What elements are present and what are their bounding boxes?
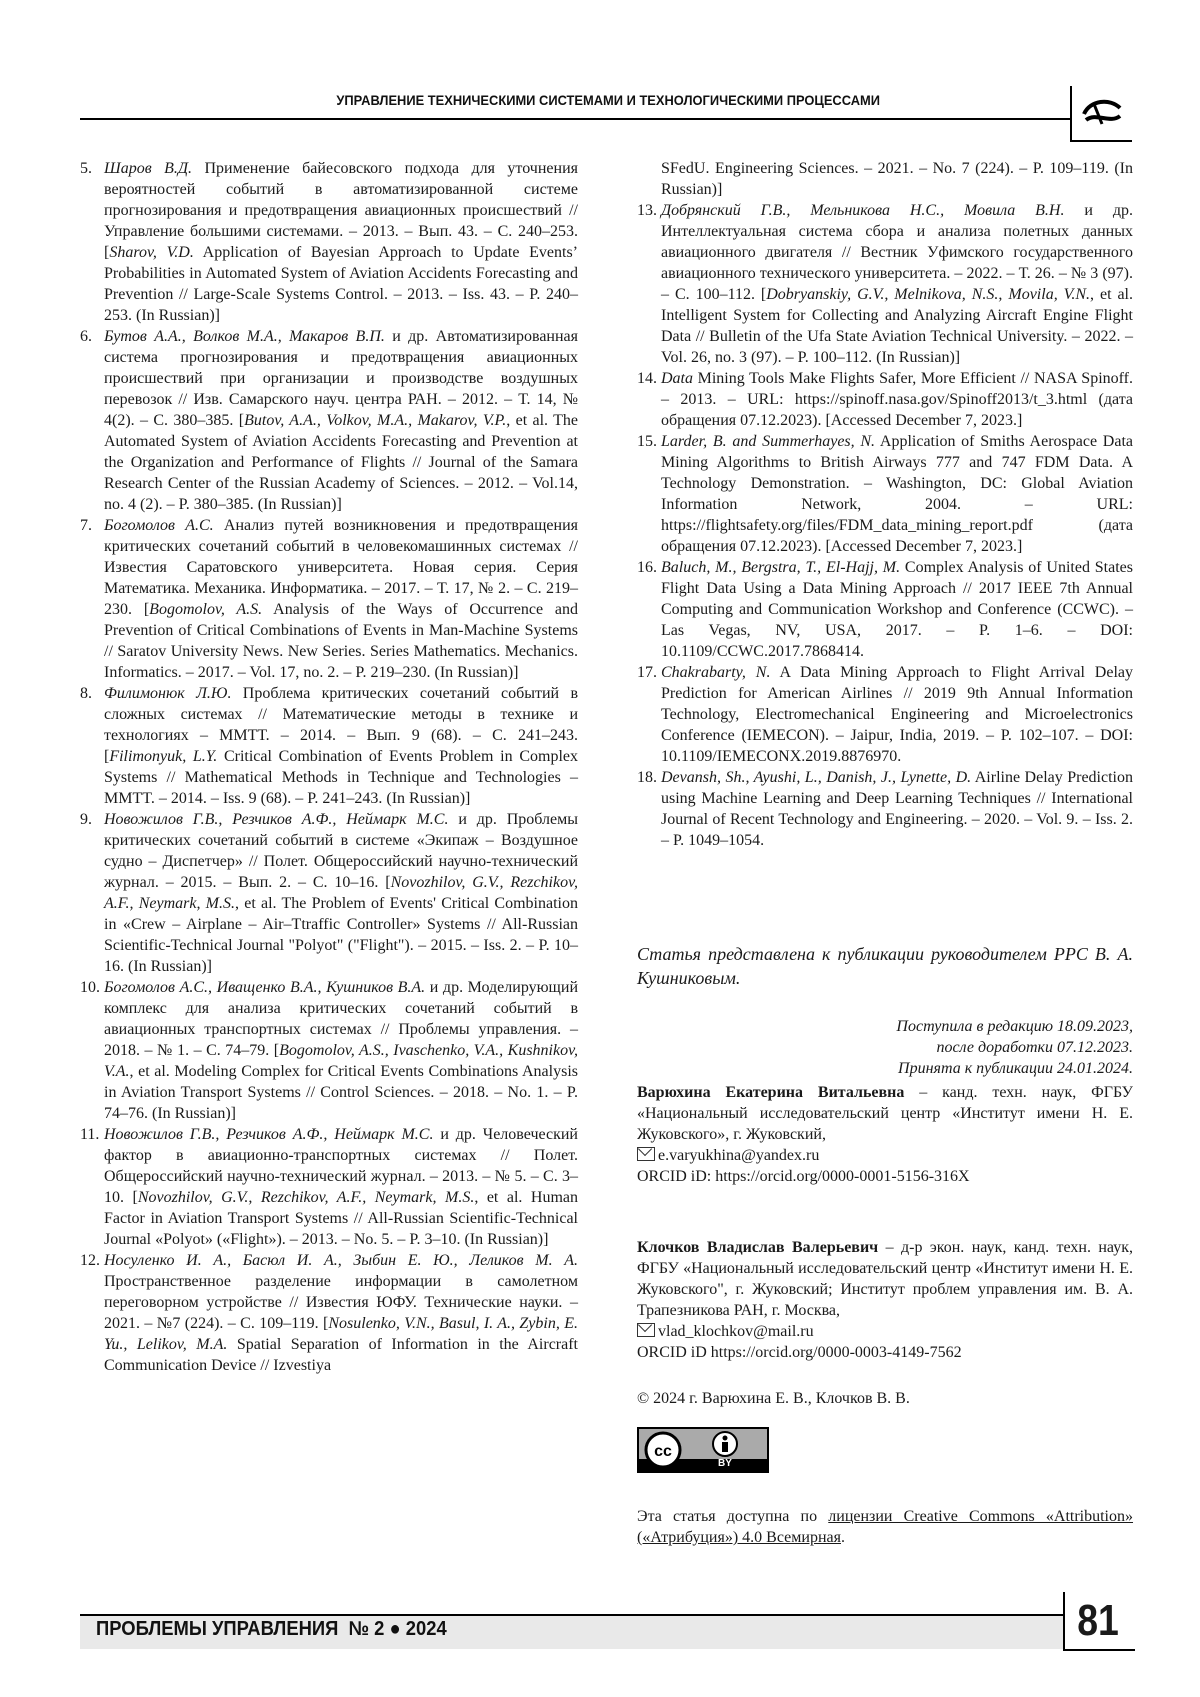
author-email[interactable]: e.varyukhina@yandex.ru [658,1147,820,1164]
reference-details: , et al. Human Factor in Aviation Transport Systems // All-Russian Scientific-Technical Journal «Polyot» («Flight»). – 2013. – No. 5. – P. 3–10. (In Russian)] [104,1189,579,1248]
license-statement [637,1506,1133,1548]
reference-authors: Chakrabarty, N. [661,664,771,681]
reference-text [661,662,1133,767]
reference-item [80,1124,578,1250]
reference-authors: Бутов А.А., Волков М.А., Макаров В.П. [104,328,385,345]
reference-details: Mining Tools Make Flights Safer, More Efficient // NASA Spinoff. – 2013. – URL: https://spinoff.nasa.gov/Spinoff2013/t_3.html (дата обращения 07.12.2023). [Accessed December 7, 2023.] [661,370,1133,429]
copyright-notice: © 2024 г. Варюхина Е. В., Клочков В. В. [637,1390,910,1407]
header-rule [80,118,1070,120]
reference-item [637,662,1133,767]
reference-item [637,767,1133,851]
references-left-column [80,158,578,1376]
reference-details: , et al. The Problem of Events' Critical Combination in «Crew – Airplane – Air–Ttraffic Controller» Systems // All-Russian Scientific-Technical Journal "Polyot" ("Flight"). – 2015. – Iss. 2. – P. 10–16. (In Russian)] [104,895,578,975]
license-suffix: . [840,1529,845,1546]
reference-details: и др. Человеческий фактор в авиационно-транспортных системах // Полет. Общероссийский научно-технический журнал. – 2013. – № 5. – С. 3–10. [ [104,1126,578,1206]
reference-item [637,200,1133,368]
reference-details: Complex Analysis of United States Flight Data Using a Data Mining Approach // 2017 IEEE 7th Annual Computing and Communication Workshop and Conference (CCWC). – Las Vegas, NV, USA, 2017. – P. 1–6. – DOI: 10.1109/CCWC.2017.7868414. [661,559,1134,660]
reference-authors: Богомолов А.С., Иващенко В.А., Кушников В.А. [104,979,426,996]
reference-details: и др. Моделирующий комплекс для анализа критических сочетаний событий в авиационных транспортных системах // Проблемы управления. – 2018. – № 1. – С. 74–79. [ [104,979,578,1059]
reference-text [104,515,578,683]
reference-details: Анализ путей возникновения и предотвращения критических сочетаний событий в человекомашинных системах // Известия Саратовского университета. Новая серия. Серия Математика. Механика. Информатика. – 2017. – Т. 17, № 2. – С. 219–230. [ [104,517,578,618]
reference-item [80,977,578,1124]
reference-details: , et al. The Automated System of Aviation Accidents Forecasting and Prevention at the Organization and Performance of Flights // Journal of the Samara Research Center of the Russian Academy of Sciences. – 2012. – Vol.14, no. 4 (2). – P. 380–385. (In Russian)] [104,412,579,513]
revised-date: после доработки 07.12.2023. [936,1039,1133,1056]
reference-details: Spatial Separation of Information in the Aircraft Communication Device // Izvestiya [104,1336,578,1374]
reference-authors: Butov, A.A., Volkov, M.A., Makarov, V.P. [244,412,507,429]
reference-number: 11. [80,1126,100,1143]
reference-authors: Богомолов А.С. [104,517,214,534]
reference-number: 13. [637,202,657,219]
reference-details: и др. Проблемы критических сочетаний событий в системе «Экипаж – Воздушное судно – Диспетчер» // Полет. Общероссийский научно-технический журнал. – 2015. – Вып. 2. – С. 10–16. [ [104,811,579,891]
author-name: Варюхина Екатерина Витальевна [637,1084,905,1101]
reference-details: , et al. Intelligent System for Collecting and Analyzing Aircraft Engine Flight Data // Bulletin of the Ufa State Aviation Technical University. – 2022. – Vol. 26, no. 3 (97). – P. 100–112. (In Russian)] [661,286,1133,366]
reference-text [661,431,1133,557]
reference-authors: Филимонюк Л.Ю. [104,685,232,702]
cc-badge-graphic [639,1429,767,1471]
reference-details: Проблема критических сочетаний событий в сложных системах // Математические методы в технике и технологиях – ММТТ. – 2014. – Вып. 9 (68). – С. 241–243. [ [104,685,578,765]
reference-authors: Новожилов Г.В., Резчиков А.Ф., Неймарк М.С. [104,811,449,828]
reference-authors: Sharov, V.D. [109,244,194,261]
references-right-column [637,158,1133,851]
reference-authors: Новожилов Г.В., Резчиков А.Ф., Неймарк М.С. [104,1126,434,1143]
reference-details: и др. Интеллектуальная система сбора и анализа полетных данных авиационного двигателя // Вестник Уфимского государственного авиационного технического университета. – 2022. – Т. 26. – № 3 (97). – С. 100–112. [ [661,202,1134,303]
submission-dates [637,1016,1133,1079]
author-name: Клочков Владислав Валерьевич [637,1239,879,1256]
reference-number: 5. [80,160,92,177]
reference-authors: Bogomolov, A.S., Ivaschenko, V.A., Kushnikov, V.A. [104,1042,579,1080]
reference-number: 14. [637,370,657,387]
envelope-icon [637,1147,655,1161]
reference-authors: Добрянский Г.В., Мельникова Н.С., Мовила В.Н. [661,202,1065,219]
reference-authors: Bogomolov, A.S. [149,601,263,618]
envelope-icon [637,1323,655,1337]
reference-details: Application of Smiths Aerospace Data Mining Algorithms to British Airways 777 and 747 FDM Data. A Technology Demonstration. – Washington, DC: Global Aviation Information Network, 2004. – URL: https://flightsafety.org/files/FDM_data_mining_report.pdf (дата обращения 07.12.2023). [Accessed December 7, 2023.] [661,433,1133,555]
reference-number: 16. [637,559,657,576]
reference-item [80,809,578,977]
reference-item [80,158,578,326]
footer-journal-title: ПРОБЛЕМЫ УПРАВЛЕНИЯ № 2 ● 2024 [96,1618,447,1640]
journal-logo-icon [1080,94,1124,132]
reference-details: Application of Bayesian Approach to Update Events’ Probabilities in Automated System of Aviation Accidents Forecasting and Prevention // Large-Scale Systems Control. – 2013. – Iss. 43. – P. 240–253. (In Russian)] [104,244,578,324]
reference-text [661,557,1133,662]
accepted-date: Принята к публикации 24.01.2024. [898,1060,1133,1077]
reference-authors: Nosulenko, V.N., Basul, I. A., Zybin, E. Yu., Lelikov, M.A. [104,1315,579,1353]
running-header-title: УПРАВЛЕНИЕ ТЕХНИЧЕСКИМИ СИСТЕМАМИ И ТЕХНОЛОГИЧЕСКИМИ ПРОЦЕССАМИ [336,92,880,108]
reference-number: 12. [80,1252,100,1269]
reference-item [80,515,578,683]
reference-details: и др. Автоматизированная система прогнозирования и предотвращения авиационных происшествий при организации и производстве воздушных перевозок // Изв. Самарского науч. центра РАН. – 2012. – Т. 14, № 4(2). – С. 380–385. [ [104,328,579,429]
license-prefix: Эта статья доступна по [637,1508,829,1525]
license-link[interactable]: лицензии Creative Commons «Attribution» («Атрибуция») 4.0 Всемирная [637,1508,1134,1546]
reference-number: 17. [637,664,657,681]
author-info [637,1082,1133,1187]
author-email[interactable]: vlad_klochkov@mail.ru [658,1323,814,1340]
author-info [637,1237,1133,1363]
reference-item [637,431,1133,557]
reference-authors: Novozhilov, G.V., Rezchikov, A.F., Neymark, M.S. [104,874,579,912]
reference-authors: Devansh, Sh., Ayushi, L., Danish, J., Lynette, D. [661,769,972,786]
cc-by-license-icon[interactable] [637,1427,769,1473]
reference-details: , et al. Modeling Complex for Critical Events Combinations Analysis in Aviation Transport Systems // Control Sciences. – 2018. – No. 1. – P. 74–76. (In Russian)] [104,1063,578,1122]
cc-by-label: BY [718,1458,732,1469]
reference-number: 15. [637,433,657,450]
reference-authors: Novozhilov, G.V., Rezchikov, A.F., Neymark, M.S. [137,1189,475,1206]
reference-details: A Data Mining Approach to Flight Arrival Delay Prediction for American Airlines // 2019 9th Annual Information Technology, Electromechanical Engineering and Microelectronics Conference (IEMECON). – Jaipur, India, 2019. – P. 102–107. – DOI: 10.1109/IEMECONX.2019.8876970. [661,664,1134,765]
reference-text [661,368,1133,431]
header-logo-box [1070,86,1132,142]
reference-item [80,326,578,515]
reference-authors: Larder, B. and Summerhayes, N. [661,433,876,450]
author-orcid[interactable]: ORCID iD https://orcid.org/0000-0003-4149-7562 [637,1344,962,1361]
reference-item [637,368,1133,431]
reference-authors: Носуленко И. А., Басюл И. А., Зыбин Е. Ю., Леликов М. А. [104,1252,578,1269]
reference-number: 6. [80,328,92,345]
reference-text [104,1250,578,1376]
reference-text [104,683,578,809]
reference-authors: Baluch, M., Bergstra, T., El-Hajj, M. [661,559,901,576]
reference-number: 10. [80,979,100,996]
reference-item [80,683,578,809]
reference-text [661,767,1133,851]
reference-authors: Data [661,370,693,387]
reference-number: 18. [637,769,657,786]
reference-text [104,977,578,1124]
svg-text:cc: cc [654,1443,672,1460]
reference-details: Пространственное разделение информации в самолетном переговорном устройстве // Известия ЮФУ. Технические науки. – 2021. – №7 (224). – С. 109–119. [ [104,1273,578,1332]
page-number: 81 [1077,1596,1119,1645]
reference-authors: Filimonyuk, L.Y. [109,748,218,765]
reference-item [637,557,1133,662]
reference-details: Analysis of the Ways of Occurrence and Prevention of Critical Combinations of Events in Man-Machine Systems // Saratov University News. New Series. Series Mathematics. Mechanics. Informatics. – 2017. – Vol. 17, no. 2. – P. 219–230. (In Russian)] [104,601,579,681]
received-date: Поступила в редакцию 18.09.2023, [896,1018,1133,1035]
reference-text [104,326,578,515]
reference-text [104,809,578,977]
reference-text [104,158,578,326]
reference-number: 9. [80,811,92,828]
reference-authors: Шаров В.Д. [104,160,193,177]
reference-number: 7. [80,517,92,534]
presented-note: Статья представлена к публикации руководителем РРС В. А. Кушниковым. [637,944,1133,988]
reference-details: Critical Combination of Events Problem in Complex Systems // Mathematical Methods in Technique and Technologies – MMTT. – 2014. – Iss. 9 (68). – P. 241–243. (In Russian)] [104,748,578,807]
author-orcid[interactable]: ORCID iD: https://orcid.org/0000-0001-5156-316X [637,1168,970,1185]
reference-text [104,1124,578,1250]
reference-number: 8. [80,685,92,702]
reference-details: Airline Delay Prediction using Machine Learning and Deep Learning Techniques // International Journal of Recent Technology and Engineering. – 2020. – Vol. 9. – Iss. 2. – P. 1049–1054. [661,769,1133,849]
reference-continuation: SFedU. Engineering Sciences. – 2021. – No. 7 (224). – P. 109–119. (In Russian)] [661,160,1133,198]
reference-item [80,1250,578,1376]
reference-authors: Dobryanskiy, G.V., Melnikova, N.S., Movila, V.N. [766,286,1091,303]
author-affiliation: – канд. техн. наук, ФГБУ «Национальный исследовательский центр «Институт имени Н. Е. Жуковского», г. Жуковский, [637,1084,1133,1143]
author-affiliation: – д-р экон. наук, канд. техн. наук, ФГБУ «Национальный исследовательский центр «Институт имени Н. Е. Жуковского", г. Жуковский; Институт проблем управления им. В. А. Трапезникова РАН, г. Москва, [637,1239,1133,1319]
reference-details: Применение байесовского подхода для уточнения вероятностей событий в автоматизированной системе прогнозирования и предотвращения авиационных происшествий // Управление большими системами. – 2013. – Вып. 43. – С. 240–253. [ [104,160,578,261]
reference-text [661,200,1133,368]
